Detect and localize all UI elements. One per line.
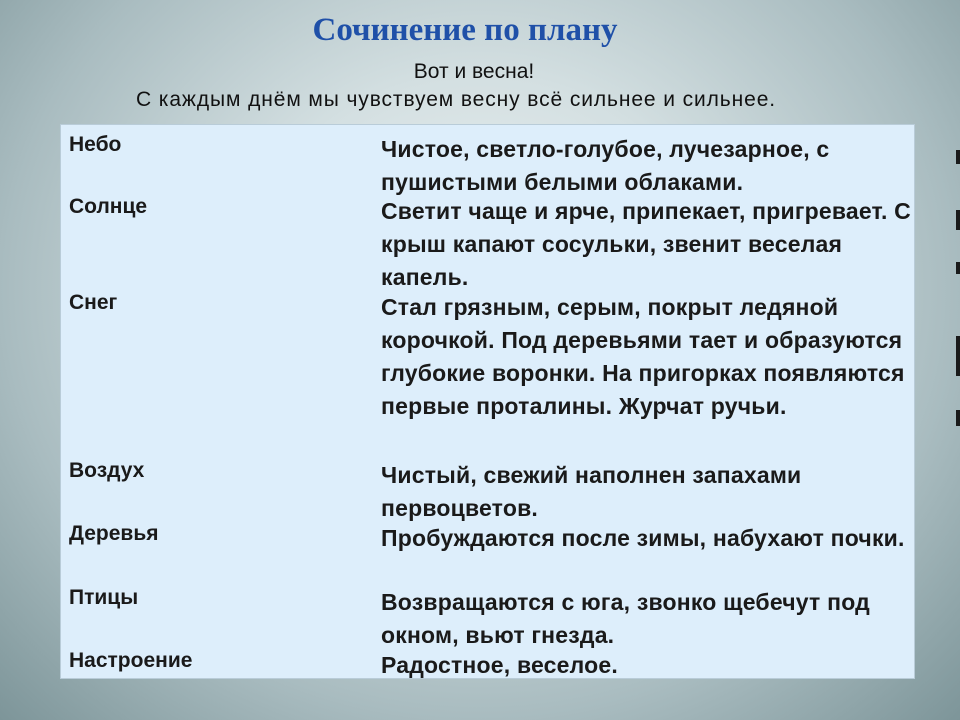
row-term: Воздух [69, 459, 145, 482]
edge-mark [956, 336, 960, 376]
right-edge-marks [954, 0, 960, 720]
plan-table [60, 124, 915, 679]
row-description: Чистое, светло-голубое, лучезарное, с пушистыми белыми облаками. [381, 136, 830, 195]
row-term: Снег [69, 291, 118, 314]
row-description: Радостное, веселое. [381, 652, 618, 678]
subtitle-line-2: С каждым днём мы чувствуем весну всё сильнее и сильнее. [136, 88, 777, 111]
row-description: Светит чаще и ярче, припекает, пригревает. С крыш капают сосульки, звенит веселая капель. [381, 198, 911, 290]
edge-mark [956, 410, 960, 426]
row-description: Возвращаются с юга, звонко щебечут под окном, вьют гнезда. [381, 589, 870, 648]
edge-mark [956, 150, 960, 164]
row-term: Деревья [69, 522, 159, 545]
slide-title: Сочинение по плану [312, 12, 618, 48]
row-description: Пробуждаются после зимы, набухают почки. [381, 525, 905, 551]
edge-mark [956, 210, 960, 230]
row-term: Настроение [69, 649, 193, 672]
row-description: Стал грязным, серым, покрыт ледяной корочкой. Под деревьями тает и образуются глубокие воронки. На пригорках появляются первые проталины. Журчат ручьи. [381, 294, 905, 419]
subtitle-line-1: Вот и весна! [413, 60, 535, 83]
row-term: Солнце [69, 195, 148, 218]
row-term: Небо [69, 133, 122, 156]
row-term: Птицы [69, 586, 139, 609]
edge-mark [956, 262, 960, 274]
row-description: Чистый, свежий наполнен запахами первоцветов. [381, 462, 802, 521]
